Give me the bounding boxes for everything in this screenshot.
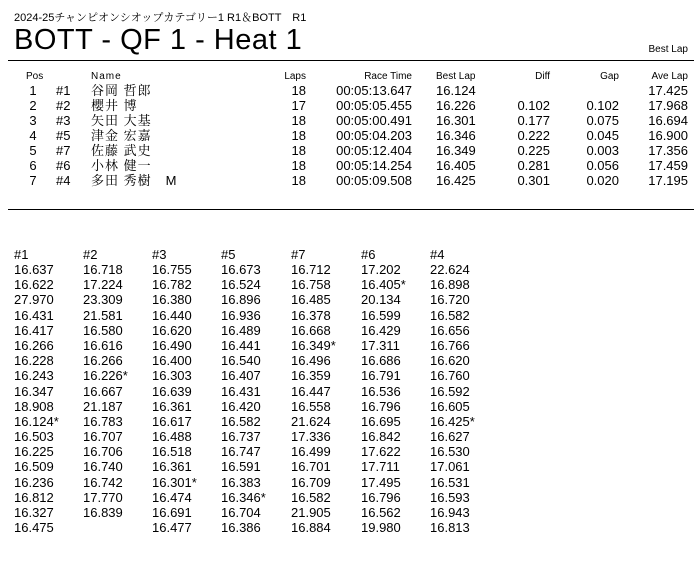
- col-best-lap-header: Best Lap: [436, 71, 476, 82]
- result-car-number: #3: [56, 113, 71, 128]
- result-diff: 0.102: [517, 98, 550, 113]
- results-header-row: [0, 70, 700, 83]
- lap-time: 16.301*: [152, 474, 197, 490]
- driver-name: 櫻井 博: [91, 98, 138, 113]
- lap-time: 16.266: [14, 337, 54, 353]
- result-laps: 18: [291, 173, 306, 188]
- lap-time: 16.540: [221, 353, 261, 369]
- lap-time: 16.691: [152, 505, 192, 520]
- lap-time: 16.266: [83, 353, 123, 369]
- result-row: [0, 158, 700, 173]
- lap-time: 16.420: [221, 398, 261, 414]
- result-laps: 17: [291, 98, 306, 113]
- result-row: [0, 143, 700, 158]
- lap-time: 20.134: [361, 292, 401, 308]
- lap-column-header: #1: [14, 247, 29, 262]
- result-gap: 0.020: [586, 173, 619, 188]
- result-laps: 18: [291, 158, 306, 173]
- lap-time: 17.711: [361, 459, 400, 475]
- result-race-time: 00:05:14.254: [336, 158, 412, 173]
- result-ave-lap: 17.425: [648, 83, 688, 98]
- lap-time: 16.400: [152, 353, 192, 369]
- lap-time: 16.441: [221, 337, 261, 353]
- lap-time: 16.489: [221, 322, 261, 338]
- lap-time: 16.896: [221, 292, 261, 308]
- result-pos: 6: [29, 158, 37, 173]
- page-title: BOTT - QF 1 - Heat 1: [14, 24, 303, 56]
- lap-time: 16.617: [152, 413, 192, 429]
- result-best-lap: 16.346: [436, 128, 476, 143]
- lap-time: 16.796: [361, 489, 401, 505]
- lap-time: 16.228: [14, 353, 54, 369]
- driver-name: 谷岡 哲郎: [91, 83, 152, 98]
- lap-time: 16.592: [430, 383, 470, 399]
- lap-time: 16.524: [221, 277, 261, 293]
- lap-column: [14, 247, 78, 535]
- lap-time: 16.695: [361, 413, 401, 429]
- lap-time: 17.622: [361, 444, 401, 460]
- lap-time: 16.718: [83, 262, 123, 277]
- lap-time: 16.898: [430, 277, 470, 293]
- lap-time: 16.536: [361, 383, 401, 399]
- lap-time: 16.758: [291, 277, 331, 293]
- lap-column-header: #4: [430, 247, 445, 262]
- lap-time: 18.908: [14, 398, 54, 414]
- col-race-time-header: Race Time: [364, 71, 412, 82]
- lap-time: 16.225: [14, 444, 54, 460]
- lap-column: [83, 247, 147, 520]
- result-laps: 18: [291, 83, 306, 98]
- result-gap: 0.056: [586, 158, 619, 173]
- lap-time: 16.425*: [430, 413, 475, 429]
- results-body: [0, 83, 700, 188]
- header-divider: [8, 60, 694, 61]
- driver-name: 津金 宏嘉: [91, 128, 152, 143]
- lap-time: 23.309: [83, 292, 123, 308]
- lap-time: 16.766: [430, 337, 470, 353]
- lap-time: 16.488: [152, 429, 192, 445]
- lap-time: 16.226*: [83, 368, 128, 384]
- lap-time: 16.417: [14, 322, 54, 338]
- lap-time: 16.707: [83, 429, 123, 445]
- lap-time: 16.474: [152, 489, 192, 505]
- lap-time: 16.429: [361, 322, 401, 338]
- lap-time: 17.202: [361, 262, 401, 277]
- lap-time: 16.812: [14, 489, 54, 505]
- lap-time: 16.709: [291, 474, 331, 490]
- lap-time: 16.582: [430, 307, 470, 323]
- col-gap-header: Gap: [600, 71, 619, 82]
- result-ave-lap: 17.459: [648, 158, 688, 173]
- result-ave-lap: 16.900: [648, 128, 688, 143]
- lap-time: 17.224: [83, 277, 123, 293]
- lap-time: 17.311: [361, 337, 400, 353]
- lap-time: 16.582: [221, 413, 261, 429]
- lap-time: 16.558: [291, 398, 331, 414]
- lap-time: 16.503: [14, 429, 54, 445]
- lap-time: 16.496: [291, 353, 331, 369]
- result-race-time: 00:05:00.491: [336, 113, 412, 128]
- driver-name: 多田 秀樹 M: [91, 173, 178, 188]
- lap-time: 16.593: [430, 489, 470, 505]
- sort-label: Best Lap: [648, 44, 688, 55]
- lap-time: 16.842: [361, 429, 401, 445]
- result-gap: 0.102: [586, 98, 619, 113]
- result-laps: 18: [291, 113, 306, 128]
- result-laps: 18: [291, 128, 306, 143]
- lap-time: 16.359: [291, 368, 331, 384]
- result-row: [0, 128, 700, 143]
- lap-time: 16.605: [430, 398, 470, 414]
- lap-time: 16.243: [14, 368, 54, 384]
- lap-column: [361, 247, 425, 535]
- lap-time: 16.475: [14, 520, 54, 536]
- lap-time: 16.124*: [14, 413, 59, 429]
- result-car-number: #2: [56, 98, 71, 113]
- lap-time: 16.447: [291, 383, 331, 399]
- col-ave-lap-header: Ave Lap: [651, 71, 688, 82]
- lap-time: 16.704: [221, 505, 261, 520]
- result-best-lap: 16.405: [436, 158, 476, 173]
- lap-column-header: #6: [361, 247, 376, 262]
- lap-time: 16.531: [430, 474, 470, 490]
- lap-time: 16.620: [152, 322, 192, 338]
- lap-time: 16.616: [83, 337, 123, 353]
- lap-time: 16.562: [361, 505, 401, 520]
- lap-column: [291, 247, 355, 535]
- col-diff-header: Diff: [535, 71, 550, 82]
- lap-time: 16.673: [221, 262, 261, 277]
- lap-column-header: #3: [152, 247, 167, 262]
- lap-time: 16.720: [430, 292, 470, 308]
- result-gap: 0.003: [586, 143, 619, 158]
- col-name-header: Name: [91, 71, 122, 82]
- lap-time: 16.490: [152, 337, 192, 353]
- results-table: [0, 70, 700, 188]
- lap-time: 16.747: [221, 444, 261, 460]
- lap-time: 16.431: [221, 383, 261, 399]
- lap-time: 17.770: [83, 489, 123, 505]
- result-race-time: 00:05:04.203: [336, 128, 412, 143]
- lap-time: 21.905: [291, 505, 331, 520]
- lap-time: 16.346*: [221, 489, 266, 505]
- lap-time: 16.485: [291, 292, 331, 308]
- result-car-number: #6: [56, 158, 71, 173]
- result-diff: 0.177: [517, 113, 550, 128]
- lap-time: 21.581: [83, 307, 123, 323]
- result-laps: 18: [291, 143, 306, 158]
- lap-time: 16.620: [430, 353, 470, 369]
- result-car-number: #5: [56, 128, 71, 143]
- result-pos: 5: [29, 143, 37, 158]
- lap-time: 16.591: [221, 459, 261, 475]
- driver-name: 矢田 大基: [91, 113, 152, 128]
- lap-time: 16.530: [430, 444, 470, 460]
- result-row: [0, 83, 700, 98]
- lap-time: 16.509: [14, 459, 54, 475]
- result-ave-lap: 17.356: [648, 143, 688, 158]
- lap-time: 16.383: [221, 474, 261, 490]
- lap-time: 16.627: [430, 429, 470, 445]
- lap-time: 16.796: [361, 398, 401, 414]
- driver-name: 小林 健一: [91, 158, 152, 173]
- lap-time: 16.349*: [291, 337, 336, 353]
- lap-time: 16.667: [83, 383, 123, 399]
- lap-time: 21.624: [291, 413, 331, 429]
- lap-time: 16.361: [152, 459, 192, 475]
- lap-time: 16.327: [14, 505, 54, 520]
- lap-time: 16.668: [291, 322, 331, 338]
- col-laps-header: Laps: [284, 71, 306, 82]
- lap-time: 16.686: [361, 353, 401, 369]
- result-best-lap: 16.226: [436, 98, 476, 113]
- lap-time: 16.405*: [361, 277, 406, 293]
- result-best-lap: 16.349: [436, 143, 476, 158]
- result-diff: 0.301: [517, 173, 550, 188]
- lap-time: 16.347: [14, 383, 54, 399]
- lap-time: 16.440: [152, 307, 192, 323]
- lap-time: 16.580: [83, 322, 123, 338]
- lap-time: 16.791: [361, 368, 401, 384]
- results-divider: [8, 209, 694, 210]
- lap-time: 16.943: [430, 505, 470, 520]
- result-ave-lap: 17.968: [648, 98, 688, 113]
- lap-time: 19.980: [361, 520, 401, 536]
- result-car-number: #7: [56, 143, 71, 158]
- lap-time: 16.386: [221, 520, 261, 536]
- lap-time: 16.303: [152, 368, 192, 384]
- lap-time: 16.407: [221, 368, 261, 384]
- lap-time: 16.582: [291, 489, 331, 505]
- lap-time: 16.884: [291, 520, 331, 536]
- lap-column: [430, 247, 494, 535]
- lap-time: 16.782: [152, 277, 192, 293]
- result-ave-lap: 16.694: [648, 113, 688, 128]
- result-best-lap: 16.425: [436, 173, 476, 188]
- lap-time: 16.639: [152, 383, 192, 399]
- result-car-number: #1: [56, 83, 71, 98]
- result-pos: 2: [29, 98, 37, 113]
- col-pos-header: Pos: [26, 71, 44, 82]
- result-race-time: 00:05:13.647: [336, 83, 412, 98]
- result-row: [0, 113, 700, 128]
- lap-time: 16.742: [83, 474, 123, 490]
- driver-name: 佐藤 武史: [91, 143, 152, 158]
- lap-time: 17.336: [291, 429, 331, 445]
- result-pos: 1: [29, 83, 37, 98]
- result-diff: 0.225: [517, 143, 550, 158]
- lap-time: 21.187: [83, 398, 123, 414]
- result-race-time: 00:05:05.455: [336, 98, 412, 113]
- lap-time: 16.936: [221, 307, 261, 323]
- lap-time: 22.624: [430, 262, 470, 277]
- result-gap: 0.075: [586, 113, 619, 128]
- lap-time: 16.499: [291, 444, 331, 460]
- result-pos: 7: [29, 173, 37, 188]
- lap-time: 16.760: [430, 368, 470, 384]
- lap-time: 17.495: [361, 474, 401, 490]
- lap-time: 16.737: [221, 429, 261, 445]
- lap-time: 16.701: [291, 459, 331, 475]
- result-best-lap: 16.124: [436, 83, 476, 98]
- result-diff: 0.222: [517, 128, 550, 143]
- lap-time: 16.813: [430, 520, 470, 536]
- result-gap: 0.045: [586, 128, 619, 143]
- result-row: [0, 98, 700, 113]
- lap-time: 16.361: [152, 398, 192, 414]
- result-diff: 0.281: [517, 158, 550, 173]
- lap-column-header: #7: [291, 247, 306, 262]
- lap-time: 16.637: [14, 262, 54, 277]
- lap-time: 16.839: [83, 505, 123, 520]
- lap-time: 16.706: [83, 444, 123, 460]
- lap-time: 16.380: [152, 292, 192, 308]
- lap-time: 16.518: [152, 444, 192, 460]
- lap-time: 27.970: [14, 292, 54, 308]
- lap-time: 16.378: [291, 307, 331, 323]
- lap-time: 16.477: [152, 520, 192, 536]
- result-race-time: 00:05:09.508: [336, 173, 412, 188]
- lap-column: [152, 247, 216, 535]
- result-pos: 3: [29, 113, 37, 128]
- result-best-lap: 16.301: [436, 113, 476, 128]
- lap-time: 16.431: [14, 307, 54, 323]
- lap-time: 16.712: [291, 262, 331, 277]
- event-subtitle: 2024-25チャンピオンシオップカテゴリー1 R1＆BOTT R1: [14, 12, 307, 24]
- result-row: [0, 173, 700, 188]
- lap-time: 16.783: [83, 413, 123, 429]
- lap-time: 16.599: [361, 307, 401, 323]
- result-ave-lap: 17.195: [648, 173, 688, 188]
- lap-time: 16.622: [14, 277, 54, 293]
- result-pos: 4: [29, 128, 37, 143]
- lap-time: 16.656: [430, 322, 470, 338]
- result-car-number: #4: [56, 173, 71, 188]
- lap-time: 16.740: [83, 459, 123, 475]
- lap-time: 16.755: [152, 262, 192, 277]
- lap-column-header: #5: [221, 247, 236, 262]
- lap-column-header: #2: [83, 247, 98, 262]
- lap-time: 17.061: [430, 459, 470, 475]
- lap-time: 16.236: [14, 474, 54, 490]
- lap-column: [221, 247, 285, 535]
- result-race-time: 00:05:12.404: [336, 143, 412, 158]
